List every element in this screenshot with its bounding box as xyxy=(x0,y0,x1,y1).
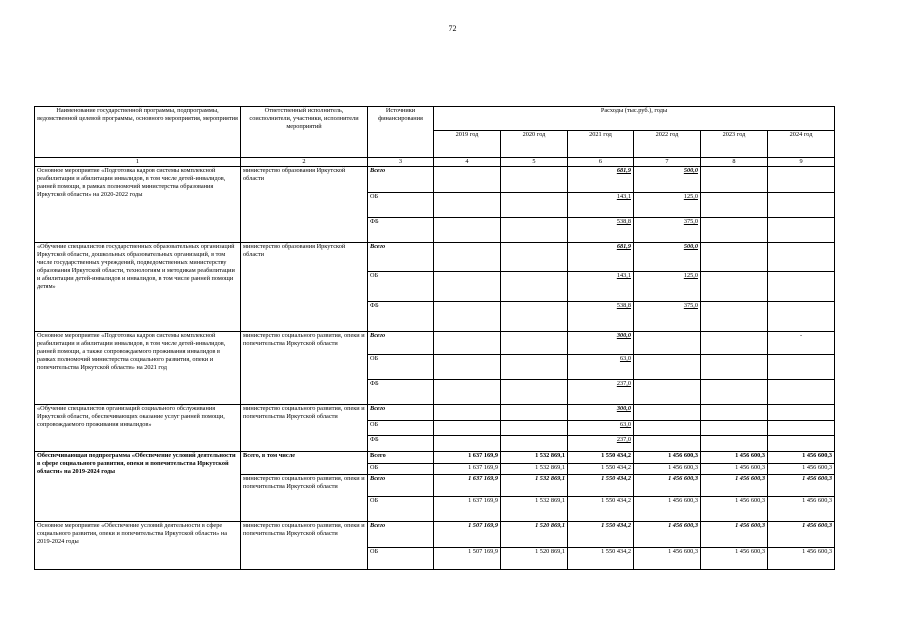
value-cell xyxy=(434,332,501,355)
value-cell xyxy=(501,193,568,218)
value-cell xyxy=(434,380,501,405)
value-cell xyxy=(501,380,568,405)
value-cell: 1 507 169,9 xyxy=(434,522,501,548)
value-cell xyxy=(768,243,835,272)
source-label: ОБ xyxy=(368,193,434,218)
value-cell xyxy=(434,167,501,193)
value-cell: 1 456 600,3 xyxy=(701,548,768,570)
value-cell xyxy=(768,355,835,380)
value-cell xyxy=(701,218,768,243)
value-cell xyxy=(701,332,768,355)
source-label: ОБ xyxy=(368,272,434,302)
value-cell: 143,1 xyxy=(568,272,634,302)
source-label: ФБ xyxy=(368,218,434,243)
source-label: ОБ xyxy=(368,548,434,570)
source-label: Всего xyxy=(368,167,434,193)
value-cell xyxy=(768,405,835,421)
value-cell xyxy=(701,355,768,380)
value-cell: 1 456 600,3 xyxy=(701,464,768,475)
column-number: 2 xyxy=(241,158,368,167)
value-cell: 1 456 600,3 xyxy=(701,452,768,464)
header-year: 2022 год xyxy=(634,131,701,158)
value-cell: 1 456 600,3 xyxy=(634,464,701,475)
source-label: ФБ xyxy=(368,380,434,405)
executor: министерство образования Иркутской области xyxy=(241,243,368,332)
value-cell xyxy=(634,421,701,436)
header-executor: Ответственный исполнитель, соисполнители, участники, исполнители мероприятий xyxy=(241,107,368,158)
source-label: Всего xyxy=(368,405,434,421)
value-cell xyxy=(768,436,835,452)
value-cell xyxy=(434,405,501,421)
value-cell: 1 550 434,2 xyxy=(568,548,634,570)
page-number: 72 xyxy=(448,24,457,33)
executor: министерство социального развития, опеки и попечительства Иркутской области xyxy=(241,405,368,452)
value-cell xyxy=(434,436,501,452)
source-label: ОБ xyxy=(368,355,434,380)
executor: министерство образования Иркутской области xyxy=(241,167,368,243)
value-cell xyxy=(501,405,568,421)
value-cell: 1 550 434,2 xyxy=(568,522,634,548)
header-year: 2019 год xyxy=(434,131,501,158)
value-cell: 1 637 169,9 xyxy=(434,475,501,497)
value-cell xyxy=(501,167,568,193)
source-label: ФБ xyxy=(368,436,434,452)
value-cell xyxy=(434,193,501,218)
column-number: 9 xyxy=(768,158,835,167)
source-label: Всего xyxy=(368,522,434,548)
value-cell: 681,9 xyxy=(568,167,634,193)
value-cell: 1 550 434,2 xyxy=(568,497,634,522)
value-cell: 1 456 600,3 xyxy=(768,522,835,548)
value-cell xyxy=(501,243,568,272)
source-label: ОБ xyxy=(368,497,434,522)
value-cell: 500,0 xyxy=(634,243,701,272)
value-cell: 1 520 869,1 xyxy=(501,548,568,570)
measure-name: «Обучение специалистов государственных образовательных организаций Иркутской области, дошкольных образовательных организаций, в том числе государственных учреждений, подведомственных министерству образования Иркутской области, технологиям и методикам реабилитации и абилитации детей-инвалидов и инвалидов, в том числе ранней помощи детям» xyxy=(35,243,241,332)
value-cell xyxy=(701,380,768,405)
value-cell: 375,0 xyxy=(634,218,701,243)
value-cell: 1 550 434,2 xyxy=(568,475,634,497)
value-cell: 1 456 600,3 xyxy=(634,548,701,570)
value-cell: 1 550 434,2 xyxy=(568,464,634,475)
value-cell: 125,0 xyxy=(634,193,701,218)
value-cell: 1 520 869,1 xyxy=(501,522,568,548)
value-cell xyxy=(501,272,568,302)
column-number: 5 xyxy=(501,158,568,167)
value-cell xyxy=(434,421,501,436)
executor: министерство социального развития, опеки и попечительства Иркутской области xyxy=(241,522,368,570)
source-label: ФБ xyxy=(368,302,434,332)
column-number: 3 xyxy=(368,158,434,167)
value-cell xyxy=(768,302,835,332)
column-number: 4 xyxy=(434,158,501,167)
financing-table xyxy=(34,106,835,570)
value-cell: 237,0 xyxy=(568,436,634,452)
measure-name: «Обучение специалистов организаций социального обслуживания Иркутской области, обеспечивающих оказание услуг ранней помощи, сопровождаемого проживания инвалидов» xyxy=(35,405,241,452)
value-cell: 1 456 600,3 xyxy=(768,475,835,497)
value-cell: 681,9 xyxy=(568,243,634,272)
executor: министерство социального развития, опеки и попечительства Иркутской области xyxy=(241,475,368,522)
value-cell: 300,0 xyxy=(568,405,634,421)
value-cell: 1 456 600,3 xyxy=(634,522,701,548)
column-number: 1 xyxy=(35,158,241,167)
value-cell xyxy=(501,355,568,380)
value-cell xyxy=(701,167,768,193)
value-cell xyxy=(634,405,701,421)
value-cell: 1 456 600,3 xyxy=(634,497,701,522)
value-cell xyxy=(434,355,501,380)
stray-mark: - xyxy=(768,332,835,355)
value-cell xyxy=(634,355,701,380)
value-cell: 63,0 xyxy=(568,421,634,436)
value-cell: 375,0 xyxy=(634,302,701,332)
source-label: Всего xyxy=(368,452,434,464)
header-year: 2021 год xyxy=(568,131,634,158)
value-cell xyxy=(701,436,768,452)
value-cell xyxy=(501,218,568,243)
value-cell xyxy=(501,302,568,332)
value-cell: 1 456 600,3 xyxy=(634,452,701,464)
value-cell: 63,0 xyxy=(568,355,634,380)
value-cell: 1 532 869,1 xyxy=(501,497,568,522)
executor: министерство социального развития, опеки и попечительства Иркутской области xyxy=(241,332,368,405)
column-number: 8 xyxy=(701,158,768,167)
measure-name: Основное мероприятие «Подготовка кадров системы комплексной реабилитации и абилитации инвалидов, в том числе детей-инвалидов, ранней помощи, а также сопровождаемого проживания инвалидов в рамках полномочий министерства социального развития, опеки и попечительства Иркутской области» на 2021 год xyxy=(35,332,241,405)
value-cell xyxy=(434,218,501,243)
value-cell xyxy=(768,167,835,193)
value-cell xyxy=(701,302,768,332)
value-cell xyxy=(701,405,768,421)
measure-name: Основное мероприятие «Подготовка кадров системы комплексной реабилитации и абилитации инвалидов, в том числе детей-инвалидов, ранней помощи, в рамках полномочий министерства образования Иркутской области» на 2020-2022 годы xyxy=(35,167,241,243)
value-cell xyxy=(701,193,768,218)
header-sources: Источники финансирования xyxy=(368,107,434,158)
source-label: ОБ xyxy=(368,421,434,436)
value-cell: 1 456 600,3 xyxy=(634,475,701,497)
value-cell xyxy=(701,243,768,272)
header-year: 2024 год xyxy=(768,131,835,158)
value-cell: 1 507 169,9 xyxy=(434,548,501,570)
value-cell: 125,0 xyxy=(634,272,701,302)
value-cell: 1 456 600,3 xyxy=(701,522,768,548)
source-label: Всего xyxy=(368,332,434,355)
value-cell: 1 637 169,9 xyxy=(434,497,501,522)
column-number: 7 xyxy=(634,158,701,167)
value-cell xyxy=(434,243,501,272)
value-cell xyxy=(768,218,835,243)
header-year: 2020 год xyxy=(501,131,568,158)
value-cell: 1 456 600,3 xyxy=(768,497,835,522)
value-cell xyxy=(768,380,835,405)
header-name: Наименование государственной программы, подпрограммы, ведомственной целевой программы, основного мероприятия, мероприятия xyxy=(35,107,241,158)
value-cell xyxy=(701,272,768,302)
value-cell: 300,0 xyxy=(568,332,634,355)
source-label: Всего xyxy=(368,475,434,497)
column-number: 6 xyxy=(568,158,634,167)
value-cell: 1 456 600,3 xyxy=(768,548,835,570)
value-cell: 1 637 169,9 xyxy=(434,464,501,475)
executor-total: Всего, в том числе xyxy=(241,452,368,475)
value-cell xyxy=(501,421,568,436)
value-cell: 1 456 600,3 xyxy=(701,475,768,497)
value-cell: 1 532 869,1 xyxy=(501,475,568,497)
header-expenses: Расходы (тыс.руб.), годы xyxy=(434,107,835,131)
value-cell xyxy=(501,332,568,355)
value-cell xyxy=(768,193,835,218)
value-cell: 500,0 xyxy=(634,167,701,193)
value-cell: 1 532 869,1 xyxy=(501,452,568,464)
value-cell: 1 532 869,1 xyxy=(501,464,568,475)
value-cell xyxy=(768,421,835,436)
value-cell: 1 550 434,2 xyxy=(568,452,634,464)
value-cell: 1 456 600,3 xyxy=(701,497,768,522)
value-cell xyxy=(701,421,768,436)
value-cell: 538,8 xyxy=(568,302,634,332)
value-cell xyxy=(501,436,568,452)
value-cell: 1 456 600,3 xyxy=(768,464,835,475)
measure-name: Основное мероприятие «Обеспечение условий деятельности в сфере социального развития, опеки и попечительства Иркутской области» на 2019-2024 годы xyxy=(35,522,241,570)
value-cell xyxy=(434,272,501,302)
value-cell xyxy=(634,436,701,452)
value-cell: 1 637 169,9 xyxy=(434,452,501,464)
value-cell xyxy=(434,302,501,332)
value-cell: 538,8 xyxy=(568,218,634,243)
value-cell xyxy=(634,380,701,405)
value-cell: 143,1 xyxy=(568,193,634,218)
source-label: ОБ xyxy=(368,464,434,475)
source-label: Всего xyxy=(368,243,434,272)
value-cell xyxy=(634,332,701,355)
header-year: 2023 год xyxy=(701,131,768,158)
value-cell: 1 456 600,3 xyxy=(768,452,835,464)
value-cell: 237,0 xyxy=(568,380,634,405)
subprogram-name: Обеспечивающая подпрограмма «Обеспечение условий деятельности в сфере социального развития, опеки и попечительства Иркутской области» на 2019-2024 годы xyxy=(35,452,241,522)
value-cell xyxy=(768,272,835,302)
